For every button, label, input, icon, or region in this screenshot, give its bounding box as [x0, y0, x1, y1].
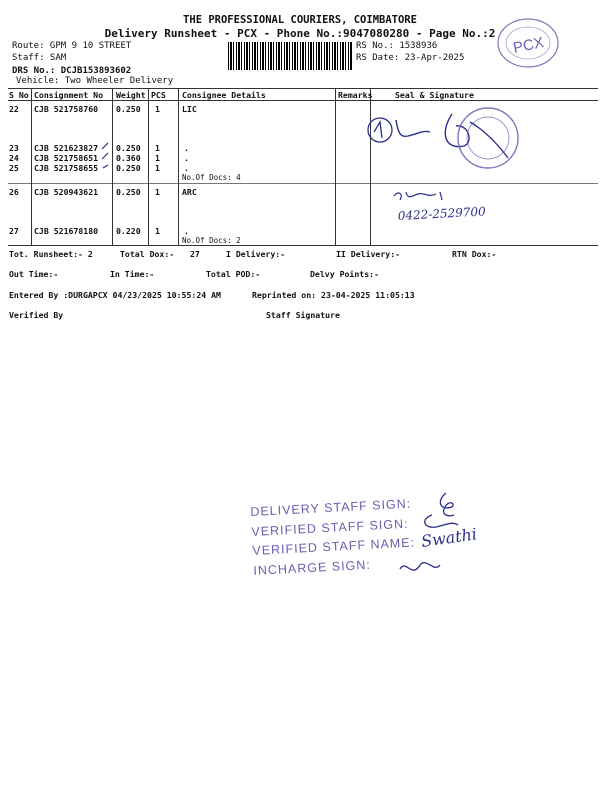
row-weight: 0.250 [116, 163, 141, 173]
tot-runsheet: Tot. Runsheet:- 2 [9, 249, 93, 259]
total-pod: Total POD:- [206, 269, 261, 279]
seal-text: PCX [511, 33, 546, 57]
col-header-pcs: PCS [151, 90, 166, 100]
table-header-bottom [8, 100, 598, 101]
row-weight: 0.250 [116, 143, 141, 153]
col-header-remarks: Remarks [338, 90, 373, 100]
tick-marks [100, 140, 112, 174]
delvy-points: Delvy Points:- [310, 269, 380, 279]
company-name: THE PROFESSIONAL COURIERS, COIMBATORE [183, 14, 417, 26]
row-weight: 0.360 [116, 153, 141, 163]
out-time: Out Time:- [9, 269, 59, 279]
docs-count: No.Of Docs: 2 [182, 236, 241, 245]
staff-signature: Staff Signature [266, 310, 340, 320]
row-details: . [184, 143, 189, 153]
row-details: . [184, 163, 189, 173]
stamp-line: DELIVERY STAFF SIGN: [250, 496, 412, 519]
rtn-dox: RTN Dox:- [452, 249, 497, 259]
row-details: . [184, 226, 189, 236]
col-header-consignment: Consignment No [34, 90, 104, 100]
row-sno: 27 [9, 226, 19, 236]
col-divider [148, 88, 149, 245]
col-divider [178, 88, 179, 245]
stamp-signatures [340, 485, 540, 585]
row-pcs: 1 [155, 104, 160, 114]
sig-name: Swathi [419, 524, 479, 551]
row-consignment: CJB 521758760 [34, 104, 99, 114]
phone-note: 0422-2529700 [397, 204, 487, 223]
ii-delivery: II Delivery:- [336, 249, 401, 259]
row-pcs: 1 [155, 143, 160, 153]
row-consignment: CJB 520943621 [34, 187, 99, 197]
row-weight: 0.220 [116, 226, 141, 236]
table-top-border [8, 88, 598, 89]
row-weight: 0.250 [116, 187, 141, 197]
row-pcs: 1 [155, 153, 160, 163]
col-header-sno: S No [9, 90, 29, 100]
verified-by: Verified By [9, 310, 64, 320]
entered-by: Entered By :DURGAPCX 04/23/2025 10:55:24 AM [9, 290, 221, 300]
arc-signature [388, 186, 528, 228]
vehicle-label: Vehicle: Two Wheeler Delivery [16, 76, 174, 86]
i-delivery: I Delivery:- [226, 249, 286, 259]
row-details: LIC [182, 104, 197, 114]
col-divider [112, 88, 113, 245]
row-sno: 22 [9, 104, 19, 114]
row-sno: 23 [9, 143, 19, 153]
col-divider [31, 88, 32, 245]
rs-date: RS Date: 23-Apr-2025 [356, 53, 465, 63]
in-time: In Time:- [110, 269, 155, 279]
row-pcs: 1 [155, 187, 160, 197]
row-consignment: CJB 521758651 [34, 153, 99, 163]
row-weight: 0.250 [116, 104, 141, 114]
docs-count: No.Of Docs: 4 [182, 173, 241, 182]
pcx-seal-stamp [488, 10, 568, 76]
staff-label: Staff: SAM [12, 53, 67, 63]
row-details: ARC [182, 187, 197, 197]
row-consignment: CJB 521678180 [34, 226, 99, 236]
stamp-line: VERIFIED STAFF NAME: [252, 535, 416, 558]
total-dox-value: 27 [190, 249, 200, 259]
stamp-line: VERIFIED STAFF SIGN: [251, 516, 409, 539]
row-pcs: 1 [155, 163, 160, 173]
col-header-consignee: Consignee Details [182, 90, 266, 100]
row-consignment: CJB 521758655 [34, 163, 99, 173]
reprinted-on: Reprinted on: 23-04-2025 11:05:13 [252, 290, 415, 300]
col-header-weight: Weight [116, 90, 146, 100]
rs-number: RS No.: 1538936 [356, 41, 438, 51]
runsheet-title: Delivery Runsheet - PCX - Phone No.:9047080280 - Page No.:2 [104, 27, 496, 40]
barcode [228, 42, 352, 70]
stamp-line: INCHARGE SIGN: [253, 557, 372, 578]
row-details: . [184, 153, 189, 163]
col-header-seal: Seal & Signature [395, 90, 474, 100]
row-consignment: CJB 521623827 [34, 143, 99, 153]
row-sno: 24 [9, 153, 19, 163]
total-dox-label: Total Dox:- [120, 249, 175, 259]
drs-number: DRS No.: DCJB153893602 [12, 66, 132, 76]
row-sno: 26 [9, 187, 19, 197]
lic-signature-and-seal [360, 102, 540, 184]
col-divider [335, 88, 336, 245]
row-sno: 25 [9, 163, 19, 173]
row-pcs: 1 [155, 226, 160, 236]
route-label: Route: GPM 9 10 STREET [12, 41, 132, 51]
table-bottom-border [8, 245, 598, 246]
